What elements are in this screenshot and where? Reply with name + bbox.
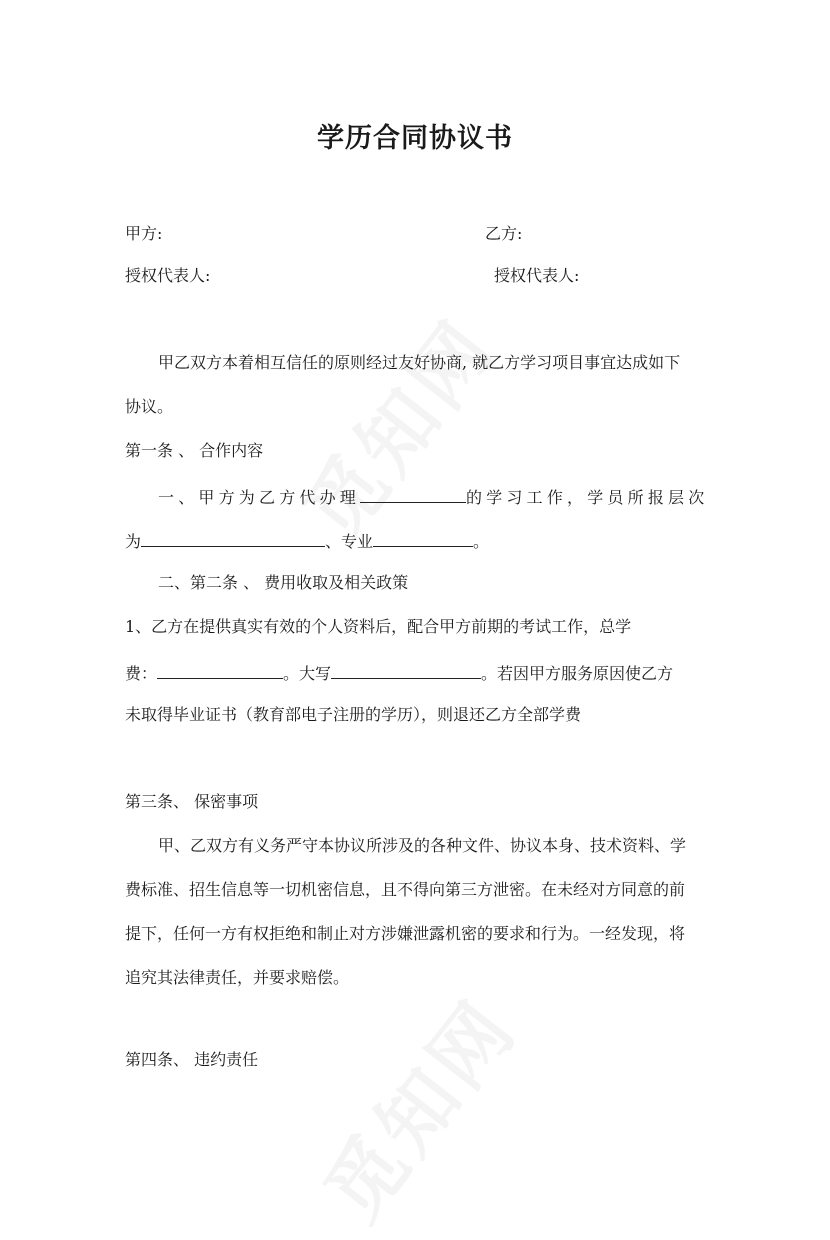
a1-line2-pre: 为 <box>125 532 142 551</box>
blank-field-level[interactable] <box>141 529 325 547</box>
blank-field-major[interactable] <box>373 529 473 547</box>
article-3-line-4: 追究其法律责任，并要求赔偿。 <box>125 968 350 987</box>
article-2-heading: 二、第二条 、 费用收取及相关政策 <box>158 573 409 592</box>
preamble-line-1: 甲乙双方本着相互信任的原则经过友好协商, 就乙方学习项目事宜达成如下 <box>158 353 681 372</box>
a1-line1-pre: 一、甲方为乙方代办理 <box>158 488 361 507</box>
article-4-heading: 第四条、 违约责任 <box>125 1050 259 1069</box>
document-title: 学历合同协议书 <box>317 123 513 154</box>
a2-line2-mid: 。大写 <box>283 664 332 683</box>
watermark <box>294 972 537 1240</box>
article-1-line-2 <box>125 529 489 552</box>
party-b-label: 乙方: <box>485 224 523 243</box>
a1-line2-mid: 、专业 <box>325 532 374 551</box>
rep-a-label: 授权代表人: <box>125 266 211 285</box>
a2-line2-pre: 费： <box>125 664 158 683</box>
article-2-line-1: 1、乙方在提供真实有效的个人资料后，配合甲方前期的考试工作，总学 <box>125 617 632 636</box>
party-a-label: 甲方: <box>125 224 163 243</box>
article-3-line-2: 费标准、招生信息等一切机密信息，且不得向第三方泄密。在未经对方同意的前 <box>125 880 686 899</box>
article-3-line-1: 甲、乙双方有义务严守本协议所涉及的各种文件、协议本身、技术资料、学 <box>158 836 687 855</box>
article-2-line-2 <box>125 661 673 684</box>
blank-field-fee-capital[interactable] <box>331 661 481 679</box>
preamble-line-2: 协议。 <box>125 397 174 416</box>
watermark <box>274 292 517 560</box>
rep-b-label: 授权代表人: <box>494 266 580 285</box>
blank-field[interactable] <box>360 485 466 503</box>
blank-field-fee[interactable] <box>157 661 283 679</box>
article-3-line-3: 提下，任何一方有权拒绝和制止对方涉嫌泄露机密的要求和行为。一经发现，将 <box>125 924 686 943</box>
article-1-line-1 <box>158 485 708 508</box>
a2-line2-post: 。若因甲方服务原因使乙方 <box>481 664 674 683</box>
article-1-heading: 第一条 、 合作内容 <box>125 441 264 460</box>
article-3-heading: 第三条、 保密事项 <box>125 792 259 811</box>
a1-line2-end: 。 <box>473 532 490 551</box>
a1-line1-post: 的学习工作，学员所报层次 <box>466 488 709 507</box>
article-2-line-3: 未取得毕业证书（教育部电子注册的学历），则退还乙方全部学费 <box>125 705 582 724</box>
